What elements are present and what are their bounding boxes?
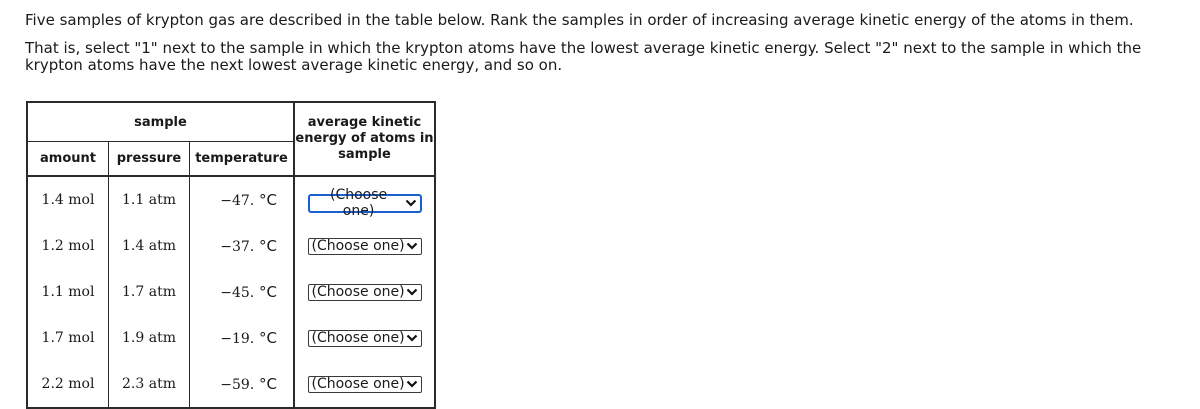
rank-select[interactable] [308, 187, 422, 220]
chevron-down-icon [405, 198, 417, 208]
temperature-cell [190, 223, 295, 269]
rank-select[interactable] [308, 376, 422, 393]
ake-cell [294, 269, 435, 315]
rank-select-value: (Choose one) [311, 376, 405, 392]
pressure-cell: 1.9 atm [109, 315, 190, 361]
table-row [27, 315, 435, 361]
chevron-down-icon [406, 287, 418, 297]
temperature-value: −37. [220, 239, 255, 255]
ake-cell [294, 361, 435, 408]
rank-select[interactable] [308, 330, 422, 347]
amount-cell: 1.1 mol [27, 269, 109, 315]
rank-select[interactable] [308, 284, 422, 301]
table-row [27, 361, 435, 408]
temperature-unit: °C [259, 237, 277, 255]
temperature-unit: °C [259, 283, 277, 301]
instructions [25, 12, 1185, 85]
instruction-line-2: That is, select "1" next to the sample in which the krypton atoms have the lowest average kinetic energy. Select "2" next to the sample in which the krypton atoms have the next lowest average kinetic energy, and so on. [25, 39, 1142, 74]
ake-cell [294, 315, 435, 361]
amount-cell: 1.4 mol [27, 176, 109, 223]
rank-select-value: (Choose one) [311, 238, 405, 254]
instruction-line-1: Five samples of krypton gas are described in the table below. Rank the samples in order of increasing average kinetic energy of the atoms in them. [25, 11, 1134, 29]
rank-select-value: (Choose one) [311, 284, 405, 300]
amount-cell: 1.7 mol [27, 315, 109, 361]
chevron-down-icon [406, 241, 418, 251]
pressure-cell: 1.4 atm [109, 223, 190, 269]
amount-cell: 1.2 mol [27, 223, 109, 269]
temperature-column-header: temperature [190, 142, 295, 177]
sample-header: sample [27, 102, 294, 142]
table-row [27, 269, 435, 315]
chevron-down-icon [406, 379, 418, 389]
temperature-value: −45. [220, 285, 255, 301]
ake-header-label: average kinetic energy of atoms in sample [295, 115, 434, 162]
pressure-cell: 1.1 atm [109, 176, 190, 223]
temperature-cell [190, 176, 295, 223]
rank-select-value: (Choose one) [311, 330, 405, 346]
chevron-down-icon [406, 333, 418, 343]
rank-select-value: (Choose one) [329, 187, 388, 220]
amount-cell: 2.2 mol [27, 361, 109, 408]
temperature-value: −19. [220, 331, 255, 347]
temperature-unit: °C [259, 329, 277, 347]
temperature-cell [190, 315, 295, 361]
pressure-cell: 1.7 atm [109, 269, 190, 315]
ake-cell [294, 223, 435, 269]
temperature-unit: °C [259, 375, 277, 393]
table-row [27, 176, 435, 223]
temperature-cell [190, 269, 295, 315]
temperature-value: −59. [220, 377, 255, 393]
pressure-column-header: pressure [109, 142, 190, 177]
amount-column-header: amount [27, 142, 109, 177]
rank-select[interactable] [308, 238, 422, 255]
samples-table [26, 101, 436, 409]
pressure-cell: 2.3 atm [109, 361, 190, 408]
ake-header [294, 102, 435, 176]
temperature-cell [190, 361, 295, 408]
temperature-value: −47. [220, 193, 255, 209]
ake-cell [294, 176, 435, 223]
table-row [27, 223, 435, 269]
temperature-unit: °C [259, 191, 277, 209]
